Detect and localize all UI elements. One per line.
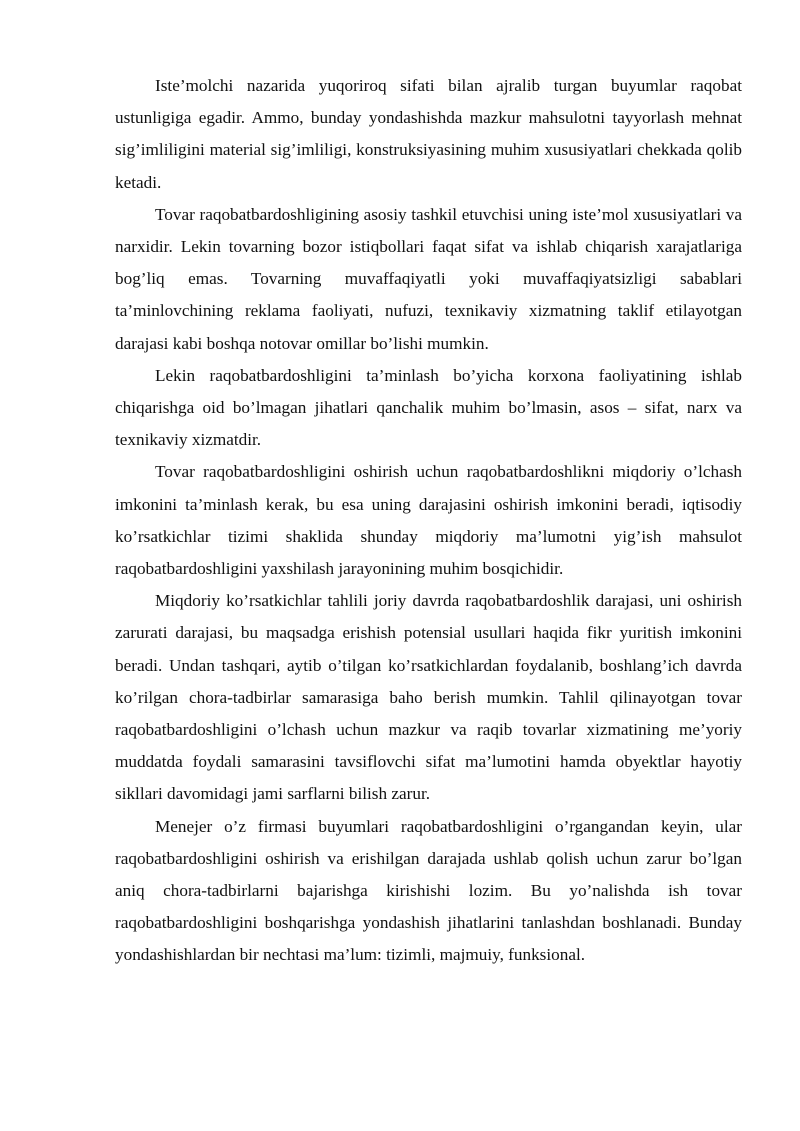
document-page — [115, 70, 742, 972]
paragraph-1: Iste’molchi nazarida yuqoriroq sifati bilan ajralib turgan buyumlar raqobat ustunligiga egadir. Ammo, bunday yondashishda mazkur mahsulotni tayyorlash mehnat sig’imliligini material sig’imliligi, konstruksiyasining muhim xususiyatlari chekkada qolib ketadi. — [115, 76, 742, 192]
paragraph-2: Tovar raqobatbardoshligining asosiy tashkil etuvchisi uning iste’mol xususiyatlari va narxidir. Lekin tovarning bozor istiqbollari faqat sifat va ishlab chiqarish xarajatlariga bog’liq emas. Tovarning muvaffaqiyatli yoki muvaffaqiyatsizligi sabablari ta’minlovchining reklama faoliyati, nufuzi, texnikaviy xizmatning taklif etilayotgan darajasi kabi boshqa notovar omillar bo’lishi mumkin. — [115, 204, 742, 353]
paragraph-3: Lekin raqobatbardoshligini ta’minlash bo’yicha korxona faoliyatining ishlab chiqarishga oid bo’lmagan jihatlari qanchalik muhim bo’lmasin, asos – sifat, narx va texnikaviy xizmatdir. — [115, 365, 742, 450]
paragraph-4: Tovar raqobatbardoshligini oshirish uchun raqobatbardoshlikni miqdoriy o’lchash imkonini ta’minlash kerak, bu esa uning darajasini oshirish imkonini beradi, iqtisodiy ko’rsatkichlar tizimi shaklida shunday miqdoriy ma’lumotni yig’ish mahsulot raqobatbardoshligini yaxshilash jarayonining muhim bosqichidir. — [115, 462, 742, 579]
paragraph-5: Miqdoriy ko’rsatkichlar tahlili joriy davrda raqobatbardoshlik darajasi, uni oshirish zarurati darajasi, bu maqsadga erishish potensial usullari haqida fikr yuritish imkonini beradi. Undan tashqari, aytib o’tilgan ko’rsatkichlardan foydalanib, boshlang’ich davrda ko’rilgan chora-tadbirlar samarasiga baho berish mumkin. Tahlil qilinayotgan tovar raqobatbardoshligini o’lchash uchun mazkur va raqib tovarlar xizmatining me’yoriy muddatda foydali samarasini tavsiflovchi sifat ma’lumotini hamda obyektlar hayotiy sikllari davomidagi jami sarflarni bilish zarur. — [115, 591, 742, 804]
paragraph-6: Menejer o’z firmasi buyumlari raqobatbardoshligini o’rgangandan keyin, ular raqobatbardoshligini oshirish va erishilgan darajada ushlab qolish uchun zarur bo’lgan aniq chora-tadbirlarni bajarishga kirishishi lozim. Bu yo’nalishda ish tovar raqobatbardoshligini boshqarishga yondashish jihatlarini tanlashdan boshlanadi. Bunday yondashishlardan bir nechtasi ma’lum: tizimli, majmuiy, funksional. — [115, 816, 742, 965]
